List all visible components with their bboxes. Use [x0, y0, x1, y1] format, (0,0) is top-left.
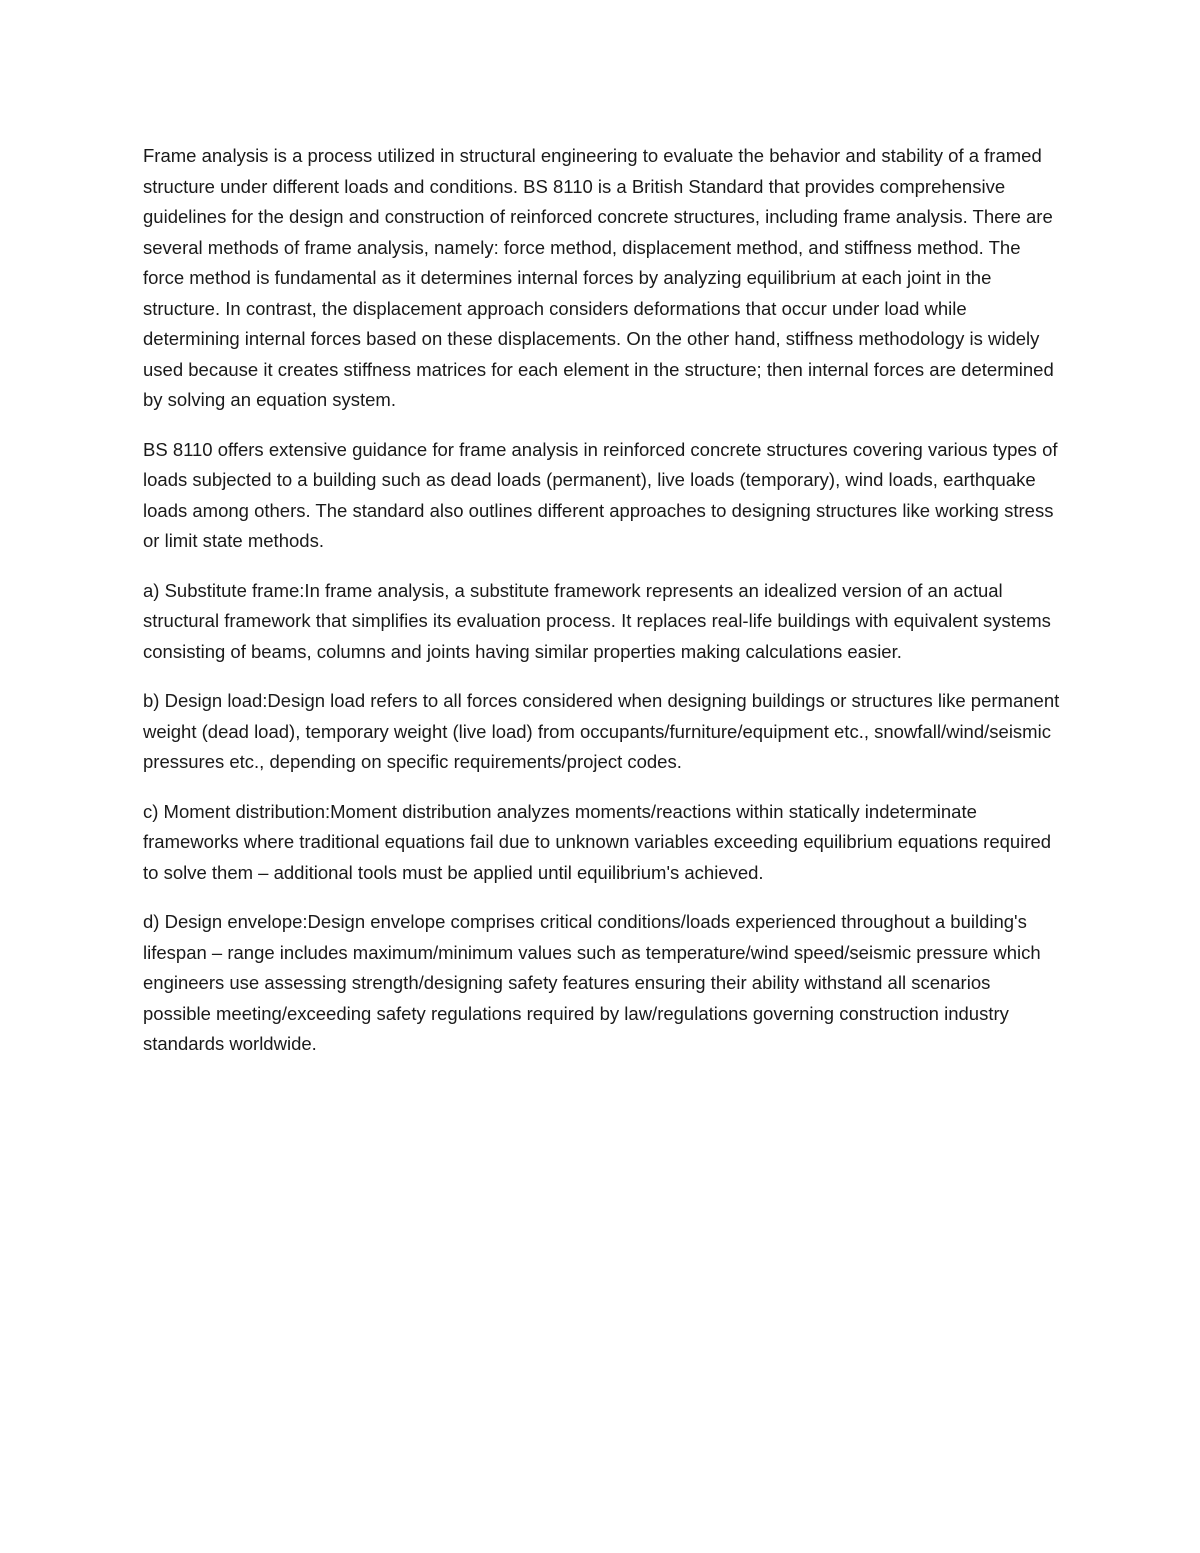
- paragraph-substitute-frame: a) Substitute frame:In frame analysis, a substitute framework represents an idealized version of an actual structural framework that simplifies its evaluation process. It replaces real-life buildings with equivalent systems consisting of beams, columns and joints having similar properties making calculations easier.: [143, 579, 1051, 662]
- paragraph-design-load: b) Design load:Design load refers to all forces considered when designing buildings or structures like permanent weight (dead load), temporary weight (live load) from occupants/furniture/equipment etc., snowfall/wind/seismic pressures etc., depending on specific requirements/project codes.: [143, 690, 1060, 772]
- paragraph-moment-distribution: c) Moment distribution:Moment distribution analyzes moments/reactions within statically indeterminate frameworks where traditional equations fail due to unknown variables exceeding equilibrium equations required to solve them – additional tools must be applied until equilibrium's achieved.: [143, 800, 1052, 883]
- paragraph-bs8110: BS 8110 offers extensive guidance for frame analysis in reinforced concrete structures covering various types of loads subjected to a building such as dead loads (permanent), live loads (temporary), wind loads, earthquake loads among others. The standard also outlines different approaches to designing structures like working stress or limit state methods.: [143, 438, 1058, 551]
- document-body: [143, 141, 1063, 1079]
- paragraph-design-envelope: d) Design envelope:Design envelope comprises critical conditions/loads experienced throughout a building's lifespan – range includes maximum/minimum values such as temperature/wind speed/seismic pressure which engineers use assessing strength/designing safety features ensuring their ability withstand all scenarios possible meeting/exceeding safety regulations required by law/regulations governing construction industry standards worldwide.: [143, 911, 1041, 1054]
- paragraph-intro: Frame analysis is a process utilized in structural engineering to evaluate the behavior and stability of a framed structure under different loads and conditions. BS 8110 is a British Standard that provides comprehensive guidelines for the design and construction of reinforced concrete structures, including frame analysis. There are several methods of frame analysis, namely: force method, displacement method, and stiffness method. The force method is fundamental as it determines internal forces by analyzing equilibrium at each joint in the structure. In contrast, the displacement approach considers deformations that occur under load while determining internal forces based on these displacements. On the other hand, stiffness methodology is widely used because it creates stiffness matrices for each element in the structure; then internal forces are determined by solving an equation system.: [143, 145, 1054, 410]
